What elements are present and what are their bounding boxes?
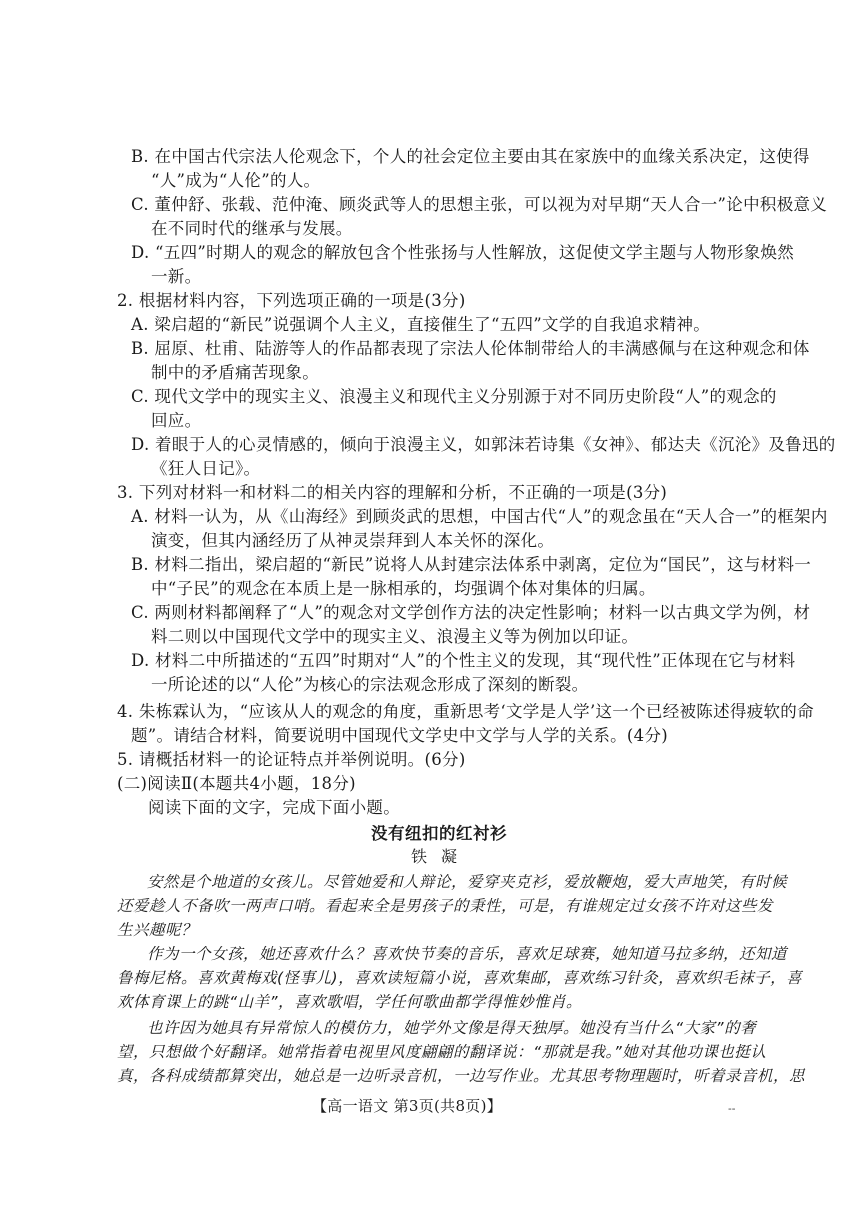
- article-para2-line3: 欢体育课上的跳“山羊”，喜欢歌唱，学任何歌曲都学得惟妙惟肖。: [117, 993, 583, 1011]
- article-para1-line2: 还爱趁人不备吹一两声口哨。看起来全是男孩子的秉性，可是，有谁规定过女孩不许对这些发: [117, 897, 774, 915]
- q2-stem: 2. 根据材料内容，下列选项正确的一项是(3分): [117, 291, 466, 310]
- q3-option-d-line2: 一所论述的以“人伦”为核心的宗法观念形成了深刻的断裂。: [151, 675, 589, 694]
- q1-option-b-line1: B. 在中国古代宗法人伦观念下，个人的社会定位主要由其在家族中的血缘关系决定，这使得: [131, 147, 810, 166]
- q3-option-b-line2: 中“子民”的观念在本质上是一脉相承的，均强调个体对集体的归属。: [151, 579, 656, 598]
- q3-option-c-line2: 料二则以中国现代文学中的现实主义、浪漫主义等为例加以印证。: [151, 627, 639, 646]
- q2-option-b-line1: B. 屈原、杜甫、陆游等人的作品都表现了宗法人伦体制带给人的丰满感佩与在这种观念和体: [131, 339, 810, 358]
- article-title: 没有纽扣的红衬衫: [371, 824, 507, 843]
- article-para3-line1: 也许因为她具有异常惊人的模仿力，她学外文像是得天独厚。她没有当什么“大家”的奢: [147, 1019, 757, 1037]
- article-para3-line2: 望，只想做个好翻译。她常指着电视里风度翩翩的翻译说：“那就是我。”她对其他功课也挺认: [117, 1043, 767, 1061]
- q1-option-d-line2: 一新。: [151, 267, 202, 286]
- q2-option-c-line1: C. 现代文学中的现实主义、浪漫主义和现代主义分别源于对不同历史阶段“人”的观念的: [131, 387, 777, 406]
- article-para1-line1: 安然是个地道的女孩儿。尽管她爱和人辩论，爱穿夹克衫，爱放鞭炮，爱大声地笑，有时候: [147, 873, 788, 891]
- q1-option-b-line2: “人”成为“人伦”的人。: [151, 171, 321, 190]
- q2-option-b-line2: 制中的矛盾痛苦现象。: [151, 363, 319, 382]
- q1-option-c-line1: C. 董仲舒、张载、范仲淹、顾炎武等人的思想主张，可以视为对早期“天人合一”论中积极意义: [131, 195, 828, 214]
- article-para2-line1: 作为一个女孩，她还喜欢什么？喜欢快节奏的音乐，喜欢足球赛，她知道马拉多纳，还知道: [147, 945, 788, 963]
- q3-stem: 3. 下列对材料一和材料二的相关内容的理解和分析，不正确的一项是(3分): [117, 483, 668, 502]
- q3-option-c-line1: C. 两则材料都阐释了“人”的观念对文学创作方法的决定性影响；材料一以古典文学为例，材: [131, 603, 811, 622]
- q3-option-d-line1: D. 材料二中所描述的“五四”时期对“人”的个性主义的发现，其“现代性”正体现在它与材料: [131, 651, 796, 670]
- q2-option-d-line1: D. 着眼于人的心灵情感的，倾向于浪漫主义，如郭沫若诗集《女神》、郁达夫《沉沦》及鲁迅的: [131, 435, 836, 454]
- q2-option-c-line2: 回应。: [151, 411, 202, 430]
- article-author: 铁凝: [411, 847, 472, 866]
- section-heading: (二)阅读Ⅱ(本题共4小题，18分): [117, 774, 356, 793]
- q3-option-b-line1: B. 材料二指出，梁启超的“新民”说将人从封建宗法体系中剥离，定位为“国民”，这与材料一: [131, 555, 812, 574]
- section-instruction: 阅读下面的文字，完成下面小题。: [148, 798, 400, 817]
- q3-option-a-line2: 演变，但其内涵经历了从神灵崇拜到人本关怀的深化。: [151, 531, 555, 550]
- q5: 5. 请概括材料一的论证特点并举例说明。(6分): [117, 750, 466, 769]
- q3-option-a-line1: A. 材料一认为，从《山海经》到顾炎武的思想，中国古代“人”的观念虽在“天人合一”的框架内: [131, 507, 828, 526]
- corner-mark: --: [728, 1102, 736, 1115]
- q4-line1: 4. 朱栋霖认为，“应该从人的观念的角度，重新思考‘文学是人学’这一个已经被陈述得疲软的命: [117, 702, 814, 721]
- q1-option-c-line2: 在不同时代的继承与发展。: [151, 219, 353, 238]
- page-footer: 【高一语文 第3页(共8页)】: [312, 1097, 503, 1115]
- q1-option-d-line1: D. “五四”时期人的观念的解放包含个性张扬与人性解放，这促使文学主题与人物形象焕然: [131, 243, 795, 262]
- q2-option-a: A. 梁启超的“新民”说强调个人主义，直接催生了“五四”文学的自我追求精神。: [131, 315, 711, 334]
- q4-line2: 题”。请结合材料，简要说明中国现代文学史中文学与人学的关系。(4分): [131, 726, 669, 745]
- article-para3-line3: 真，各科成绩都算突出，她总是一边听录音机，一边写作业。尤其思考物理题时，听着录音机，思: [117, 1067, 806, 1085]
- article-para1-line3: 生兴趣呢？: [117, 921, 198, 939]
- article-para2-line2: 鲁梅尼格。喜欢黄梅戏(怪事儿)，喜欢读短篇小说，喜欢集邮，喜欢练习针灸，喜欢织毛袜子，喜: [117, 969, 803, 987]
- q2-option-d-line2: 《狂人日记》。: [151, 459, 261, 478]
